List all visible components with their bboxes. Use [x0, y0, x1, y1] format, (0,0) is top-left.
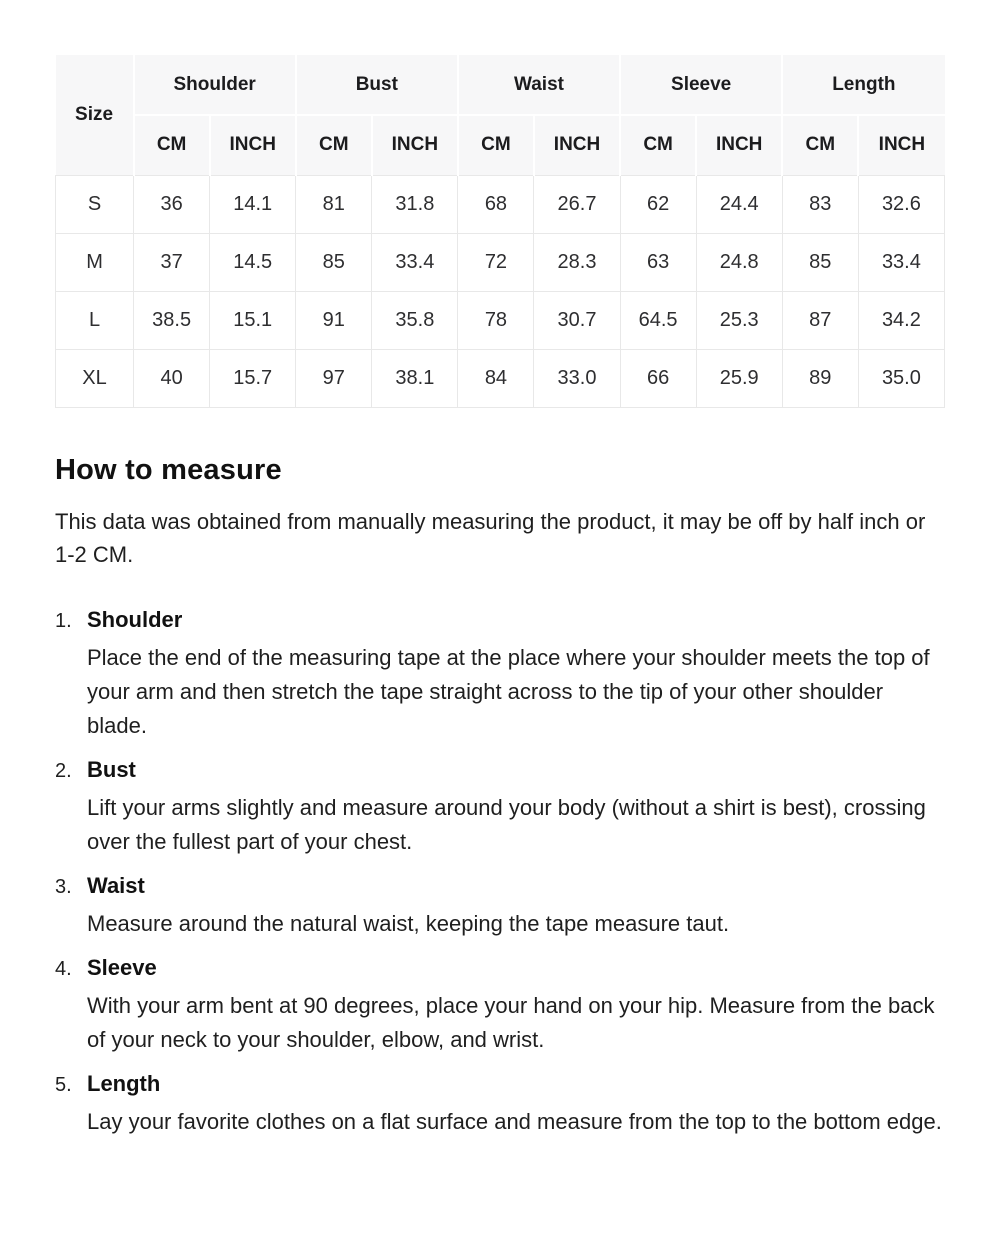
table-cell: 33.0 [534, 349, 620, 407]
step-description: Measure around the natural waist, keeping the tape measure taut. [87, 910, 730, 936]
measure-steps-list [55, 607, 945, 1139]
table-cell: 87 [782, 291, 858, 349]
table-cell: 24.8 [696, 233, 782, 291]
table-cell: 31.8 [372, 175, 458, 233]
step-term: Sleeve [87, 954, 157, 980]
table-row [56, 175, 945, 233]
column-header-cm: CM [134, 115, 210, 175]
step-description: Lift your arms slightly and measure around your body (without a shirt is best), crossing over the fullest part of your chest. [87, 794, 926, 854]
column-group-bust: Bust [296, 55, 458, 115]
table-cell: 24.4 [696, 175, 782, 233]
table-group-header-row [56, 55, 945, 115]
table-cell: 36 [134, 175, 210, 233]
table-unit-header-row [56, 115, 945, 175]
size-cell: L [56, 291, 134, 349]
step-heading [55, 1071, 945, 1097]
list-item [55, 757, 945, 859]
how-to-measure-title: How to measure [55, 453, 282, 486]
step-description: Place the end of the measuring tape at the place where your shoulder meets the top of your arm and then stretch the tape straight across to the tip of your other shoulder blade. [87, 644, 930, 738]
column-header-inch: INCH [534, 115, 620, 175]
table-cell: 64.5 [620, 291, 696, 349]
table-cell: 66 [620, 349, 696, 407]
step-description: With your arm bent at 90 degrees, place your hand on your hip. Measure from the back of your neck to your shoulder, elbow, and wrist. [87, 992, 935, 1052]
column-header-inch: INCH [696, 115, 782, 175]
size-cell: M [56, 233, 134, 291]
list-item [55, 607, 945, 743]
size-chart-table [55, 55, 945, 408]
column-group-sleeve: Sleeve [620, 55, 782, 115]
table-cell: 83 [782, 175, 858, 233]
step-heading [55, 607, 945, 633]
table-cell: 15.1 [210, 291, 296, 349]
step-number: 5. [55, 1073, 72, 1096]
table-cell: 32.6 [858, 175, 944, 233]
list-item [55, 873, 945, 941]
step-term: Length [87, 1070, 161, 1096]
table-row [56, 349, 945, 407]
step-number: 1. [55, 609, 72, 632]
table-row [56, 233, 945, 291]
table-cell: 14.1 [210, 175, 296, 233]
table-cell: 26.7 [534, 175, 620, 233]
table-cell: 14.5 [210, 233, 296, 291]
step-heading [55, 873, 945, 899]
step-number: 2. [55, 759, 72, 782]
step-heading [55, 955, 945, 981]
table-cell: 30.7 [534, 291, 620, 349]
column-header-size: Size [56, 55, 134, 175]
step-term: Shoulder [87, 606, 183, 632]
step-term: Waist [87, 872, 145, 898]
table-cell: 68 [458, 175, 534, 233]
column-header-inch: INCH [858, 115, 944, 175]
step-number: 3. [55, 875, 72, 898]
table-cell: 78 [458, 291, 534, 349]
column-header-cm: CM [296, 115, 372, 175]
table-cell: 25.3 [696, 291, 782, 349]
table-cell: 33.4 [372, 233, 458, 291]
step-number: 4. [55, 957, 72, 980]
table-cell: 97 [296, 349, 372, 407]
column-group-waist: Waist [458, 55, 620, 115]
table-cell: 37 [134, 233, 210, 291]
column-group-shoulder: Shoulder [134, 55, 296, 115]
step-heading [55, 757, 945, 783]
list-item [55, 955, 945, 1057]
table-cell: 63 [620, 233, 696, 291]
size-cell: S [56, 175, 134, 233]
table-cell: 15.7 [210, 349, 296, 407]
size-cell: XL [56, 349, 134, 407]
column-header-inch: INCH [372, 115, 458, 175]
table-cell: 84 [458, 349, 534, 407]
table-cell: 33.4 [858, 233, 944, 291]
table-cell: 72 [458, 233, 534, 291]
table-cell: 35.8 [372, 291, 458, 349]
table-cell: 38.1 [372, 349, 458, 407]
column-header-cm: CM [620, 115, 696, 175]
how-to-measure-intro: This data was obtained from manually measuring the product, it may be off by half inch or 1-2 CM. [55, 508, 926, 567]
table-row [56, 291, 945, 349]
table-cell: 91 [296, 291, 372, 349]
table-cell: 35.0 [858, 349, 944, 407]
table-cell: 40 [134, 349, 210, 407]
step-description: Lay your favorite clothes on a flat surface and measure from the top to the bottom edge. [87, 1108, 942, 1134]
column-group-length: Length [782, 55, 944, 115]
step-term: Bust [87, 756, 136, 782]
table-cell: 81 [296, 175, 372, 233]
table-cell: 89 [782, 349, 858, 407]
column-header-inch: INCH [210, 115, 296, 175]
table-cell: 38.5 [134, 291, 210, 349]
table-cell: 28.3 [534, 233, 620, 291]
table-cell: 85 [296, 233, 372, 291]
list-item [55, 1071, 945, 1139]
column-header-cm: CM [458, 115, 534, 175]
table-cell: 25.9 [696, 349, 782, 407]
table-cell: 62 [620, 175, 696, 233]
column-header-cm: CM [782, 115, 858, 175]
table-cell: 85 [782, 233, 858, 291]
table-cell: 34.2 [858, 291, 944, 349]
